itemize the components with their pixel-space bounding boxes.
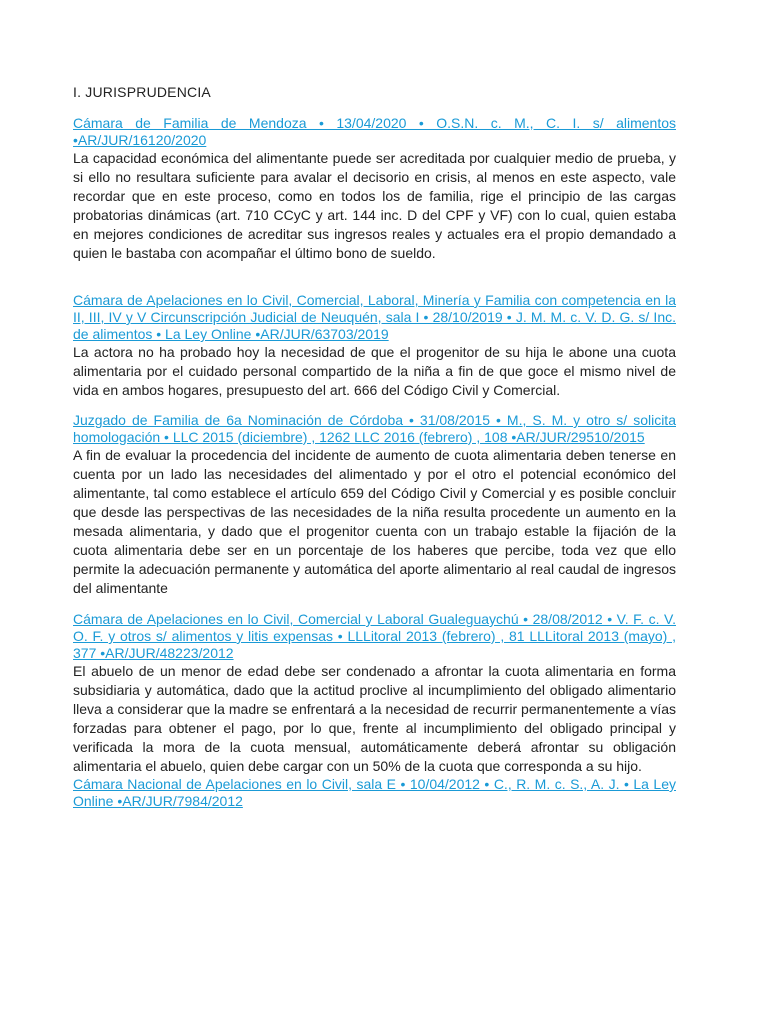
citation-link[interactable]: Cámara de Familia de Mendoza • 13/04/2020 • O.S.N. c. M., C. I. s/ alimentos •AR/JUR/16120/2020: [73, 115, 676, 148]
spacer: [73, 400, 676, 412]
spacer: [73, 598, 676, 611]
entry-summary: La capacidad económica del alimentante puede ser acreditada por cualquier medio de prueba, y si ello no resultara suficiente para avalar el decisorio en crisis, al menos en este aspecto, vale recordar que en este proceso, como en todos los de familia, rige el principio de las cargas probatorias dinámicas (art. 710 CCyC y art. 144 inc. D del CPF y VF) con lo cual, quien estaba en mejores condiciones de acreditar sus ingresos reales y actuales era el propio demandado a quien le bastaba con acompañar el último bono de sueldo.: [73, 150, 676, 261]
jurisprudence-entry: [73, 412, 676, 598]
entry-summary: El abuelo de un menor de edad debe ser condenado a afrontar la cuota alimentaria en forma subsidiaria y automática, dado que la actitud proclive al incumplimiento del obligado alimentario lleva a considerar que la madre se enfrentará a la necesidad de recurrir permanentemente a vías forzadas para obtener el pago, por lo que, frente al incumplimiento del obligado principal y verificada la mora de la cuota mensual, automáticamente deberá afrontar su obligación alimentaria el abuelo, quien debe cargar con un 50% de la cuota que corresponda a su hijo.: [73, 663, 676, 774]
spacer: [73, 263, 676, 292]
citation-link[interactable]: Cámara Nacional de Apelaciones en lo Civil, sala E • 10/04/2012 • C., R. M. c. S., A. J. • La Ley Online •AR/JUR/7984/2012: [73, 776, 676, 809]
entry-summary: La actora no ha probado hoy la necesidad de que el progenitor de su hija le abone una cuota alimentaria por el cuidado personal compartido de la niña a fin de que goce el mismo nivel de vida en ambos hogares, presupuesto del art. 666 del Código Civil y Comercial.: [73, 344, 676, 398]
jurisprudence-entry: [73, 776, 676, 810]
citation-link[interactable]: Juzgado de Familia de 6a Nominación de Córdoba • 31/08/2015 • M., S. M. y otro s/ solicita homologación • LLC 2015 (diciembre) , 1262 LLC 2016 (febrero) , 108 •AR/JUR/29510/2015: [73, 412, 676, 445]
citation-link[interactable]: Cámara de Apelaciones en lo Civil, Comercial y Laboral Gualeguaychú • 28/08/2012 • V. F. c. V. O. F. y otros s/ alimentos y litis expensas • LLLitoral 2013 (febrero) , 81 LLLitoral 2013 (mayo) , 377 •AR/JUR/48223/2012: [73, 611, 676, 661]
section-title: I. JURISPRUDENCIA: [73, 84, 211, 100]
citation-link[interactable]: Cámara de Apelaciones en lo Civil, Comercial, Laboral, Minería y Familia con competencia en la II, III, IV y V Circunscripción Judicial de Neuquén, sala I • 28/10/2019 • J. M. M. c. V. D. G. s/ Inc. de alimentos • La Ley Online •AR/JUR/63703/2019: [73, 292, 676, 342]
entry-summary: A fin de evaluar la procedencia del incidente de aumento de cuota alimentaria deben tenerse en cuenta por un lado las necesidades del alimentado y por el otro el potencial económico del alimentante, tal como establece el artículo 659 del Código Civil y Comercial y es posible concluir que desde las perspectivas de las necesidades de la niña resulta procedente un aumento en la mesada alimentaria, y dado que el progenitor cuenta con un trabajo estable la fijación de la cuota alimentaria debe ser en un porcentaje de los haberes que percibe, toda vez que ello permite la adecuación permanente y automática del aporte alimentario al real caudal de ingresos del alimentante: [73, 447, 676, 596]
jurisprudence-entry: [73, 292, 676, 400]
jurisprudence-entry: [73, 611, 676, 776]
document-page: [73, 83, 676, 810]
jurisprudence-entry: [73, 115, 676, 263]
